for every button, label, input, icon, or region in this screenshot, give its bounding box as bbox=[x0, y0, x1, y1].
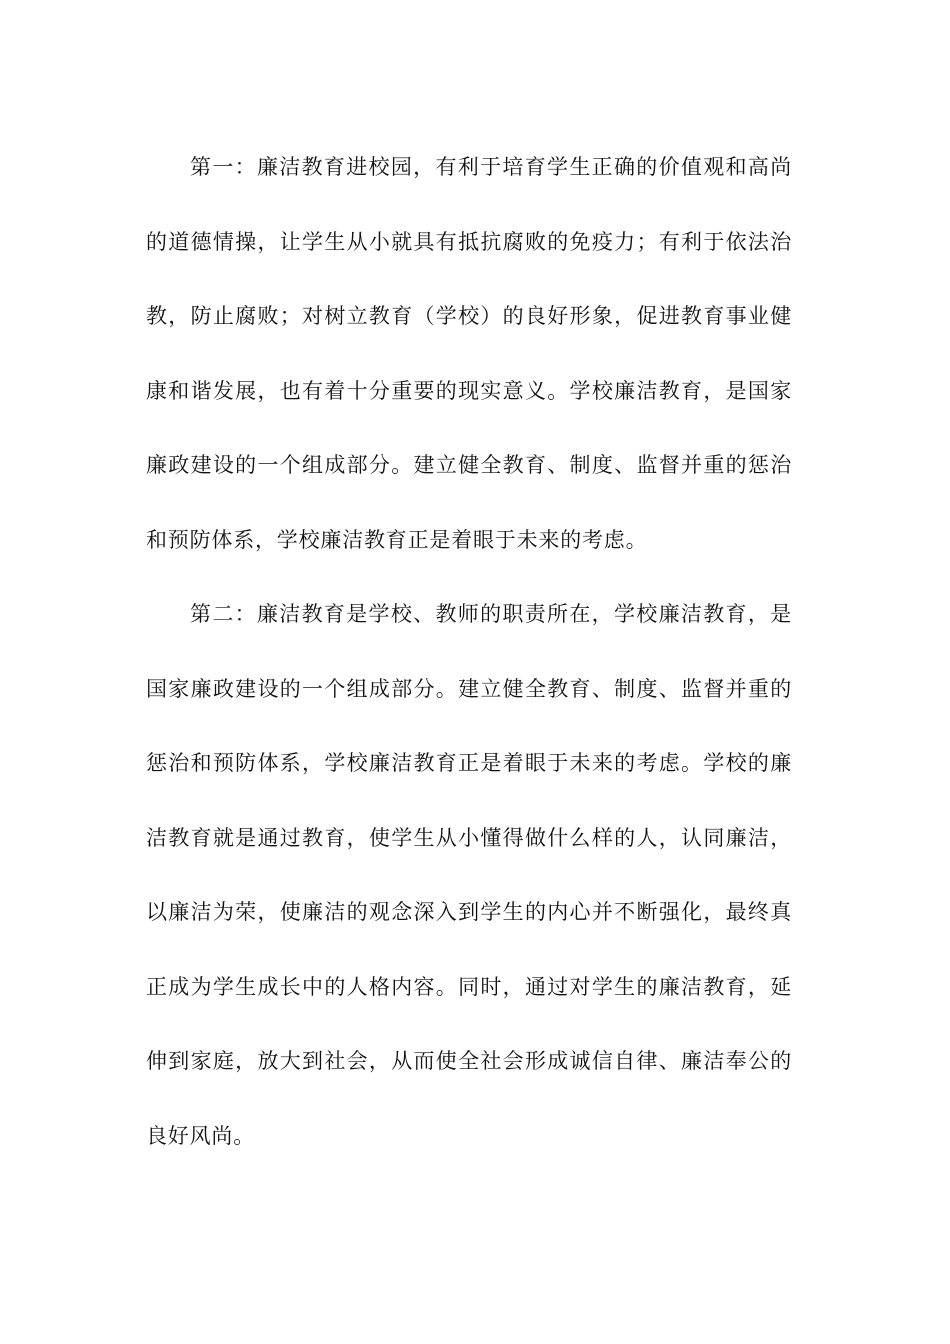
paragraph-second: 第二：廉洁教育是学校、教师的职责所在，学校廉洁教育，是国家廉政建设的一个组成部分。建立健全教育、制度、监督并重的惩治和预防体系，学校廉洁教育正是着眼于未来的考虑。学校的廉洁教育就是通过教育，使学生从小懂得做什么样的人，认同廉洁，以廉洁为荣，使廉洁的观念深入到学生的内心并不断强化，最终真正成为学生成长中的人格内容。同时，通过对学生的廉洁教育，延伸到家庭，放大到社会，从而使全社会形成诚信自律、廉洁奉公的良好风尚。 bbox=[146, 602, 792, 1148]
document-body bbox=[146, 130, 792, 1173]
paragraph-first: 第一：廉洁教育进校园，有利于培育学生正确的价值观和高尚的道德情操，让学生从小就具有抵抗腐败的免疫力；有利于依法治教，防止腐败；对树立教育（学校）的良好形象，促进教育事业健康和谐发展，也有着十分重要的现实意义。学校廉洁教育，是国家廉政建设的一个组成部分。建立健全教育、制度、监督并重的惩治和预防体系，学校廉洁教育正是着眼于未来的考虑。 bbox=[146, 155, 792, 552]
